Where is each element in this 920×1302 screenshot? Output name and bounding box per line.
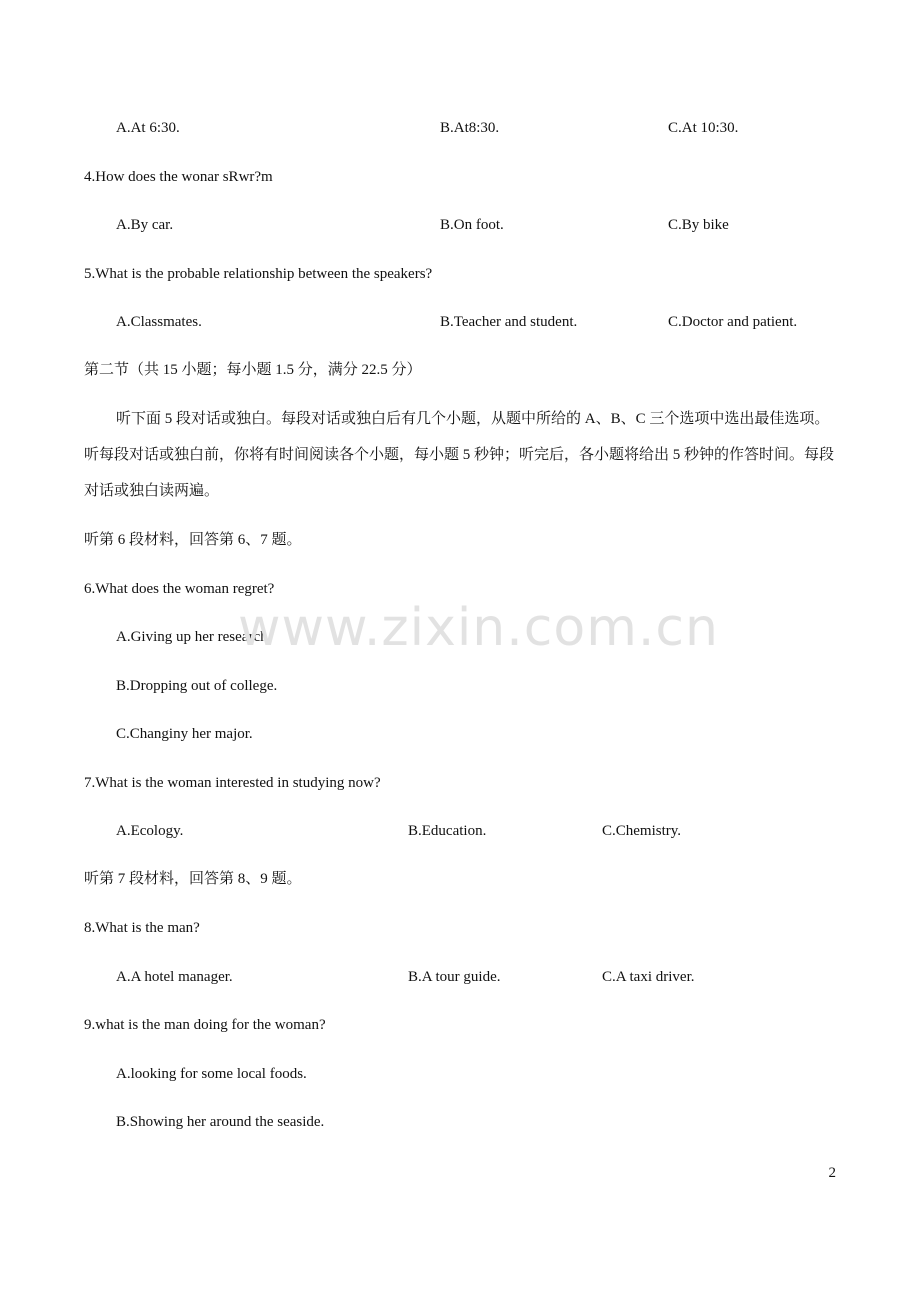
q7-option-c: C.Chemistry. [602,823,682,839]
section-instructions: 听下面 5 段对话或独白。每段对话或独白后有几个小题，从题中所给的 A、B、C 三个选项中选出最佳选项。听每段对话或独白前，你将有时间阅读各个小题，每小题 5 秒钟；听完后，各小题将给出 5 秒钟的作答时间。每段对话或独白读两遍。 [84,411,835,499]
watermark: www.zixin.com.cn [238,598,719,658]
q4-option-b: B.On foot. [440,217,504,233]
q9-option-a: A.looking for some local foods. [116,1066,307,1082]
q9-question: 9.what is the man doing for the woman? [84,1017,326,1033]
q6-option-c: C.Changiny her major. [116,726,253,742]
q8-option-b: B.A tour guide. [408,969,501,985]
q3-option-b: B.At8:30. [440,120,500,136]
q5-option-c: C.Doctor and patient. [668,314,798,330]
q5-option-a: A.Classmates. [116,314,202,330]
q7-option-a: A.Ecology. [116,823,184,839]
q7-question: 7.What is the woman interested in studying now? [84,775,381,791]
material-7-note: 听第 7 段材料，回答第 8、9 题。 [84,871,302,887]
material-6-note: 听第 6 段材料，回答第 6、7 题。 [84,532,302,548]
q3-option-c: C.At 10:30. [668,120,739,136]
q7-option-b: B.Education. [408,823,487,839]
q4-question: 4.How does the wonar sRwr?m [84,169,273,185]
q3-option-a: A.At 6:30. [116,120,180,136]
section-heading: 第二节（共 15 小题；每小题 1.5 分，满分 22.5 分） [84,362,422,378]
q9-option-b: B.Showing her around the seaside. [116,1114,325,1130]
q5-option-b: B.Teacher and student. [440,314,578,330]
q8-option-c: C.A taxi driver. [602,969,695,985]
q5-question: 5.What is the probable relationship between the speakers? [84,266,433,282]
q8-question: 8.What is the man? [84,920,200,936]
q6-option-a: A.Giving up her research. [116,629,272,645]
q4-option-c: C.By bike [668,217,729,233]
q8-option-a: A.A hotel manager. [116,969,233,985]
q4-option-a: A.By car. [116,217,174,233]
page-number: 2 [828,1165,836,1181]
q6-option-b: B.Dropping out of college. [116,678,278,694]
q6-question: 6.What does the woman regret? [84,581,275,597]
